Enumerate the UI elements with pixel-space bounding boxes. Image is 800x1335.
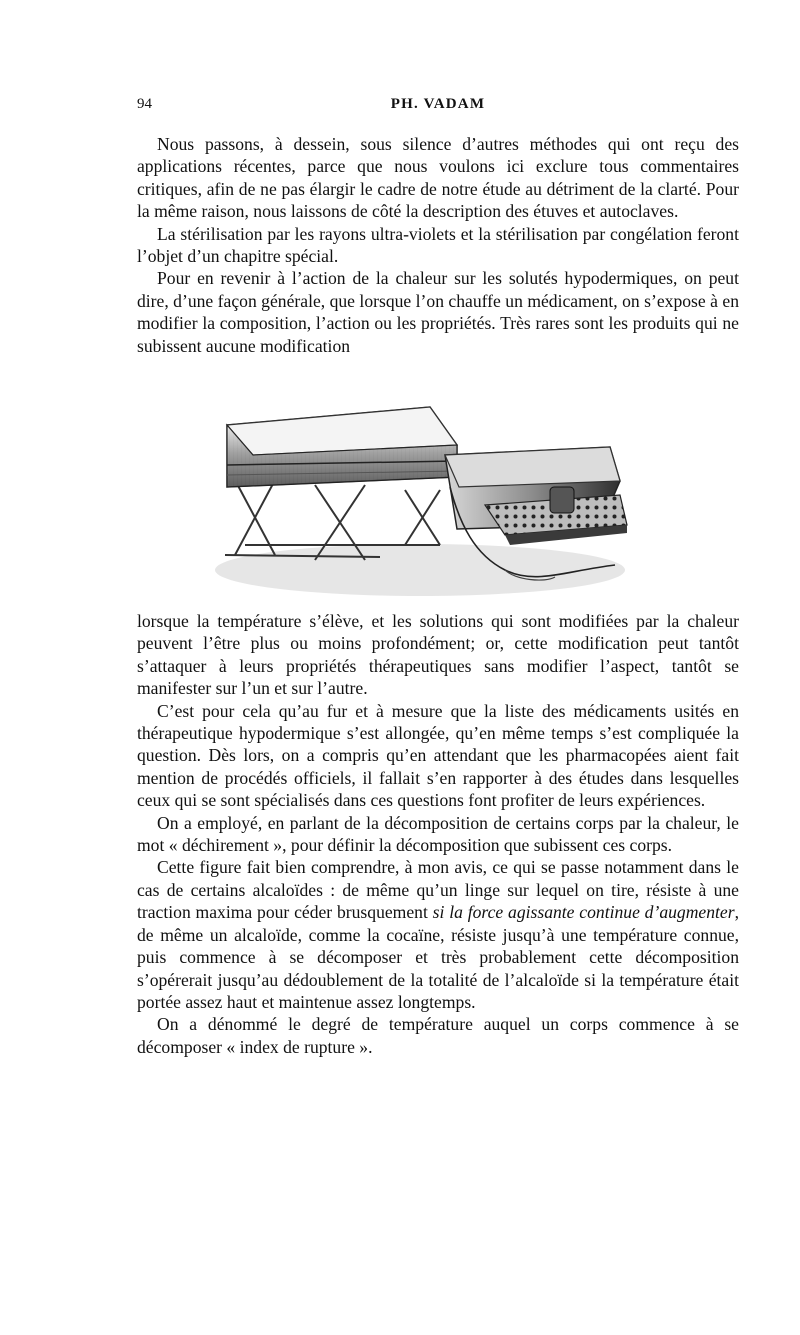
paragraph-with-italic xyxy=(137,856,739,1013)
sterilizer-trays-icon xyxy=(205,395,635,610)
italic-phrase: si la force agissante continue d’augmenter xyxy=(432,902,735,923)
page-number: 94 xyxy=(137,96,152,112)
paragraph: La stérilisation par les rayons ultra-violets et la stérilisation par congélation feront l’objet d’un chapitre spécial. xyxy=(137,223,739,267)
paragraph: Nous passons, à dessein, sous silence d’autres méthodes qui ont reçu des applications récentes, parce que nous voulons ici exclure tous commentaires critiques, afin de ne pas élargir le cadre de notre étude au détriment de la clarté. Pour la même raison, nous laissons de côté la description des étuves et autoclaves. xyxy=(137,134,739,222)
paragraph: On a dénommé le degré de température auquel un corps commence à se décomposer « index de rupture ». xyxy=(137,1014,739,1057)
text-span: Cette figure fait bien comprendre, à mon avis, ce qui se passe notamment dans le cas de certains alcaloïdes : de même qu’un linge sur lequel on tire, résiste à une traction maxima pour céder brusquement xyxy=(137,857,739,923)
page-header xyxy=(137,96,739,118)
text-before-figure xyxy=(137,133,739,357)
paragraph: On a employé, en parlant de la décomposition de certains corps par la chaleur, le mot « déchirement », pour définir la décomposition que subissent ces corps. xyxy=(137,812,739,856)
paragraph-continuation: lorsque la température s’élève, et les solutions qui sont modifiées par la chaleur peuvent l’être plus ou moins profondément; or, cette modification peut tantôt s’attaquer à leurs propriétés thérapeutiques sans modifier l’aspect, tantôt se manifester sur l’un et sur l’autre. xyxy=(137,611,739,699)
text-span: , de même un alcaloïde, comme la cocaïne, résiste jusqu’à une température connue, puis commence à se décomposer et très probablement cette décomposition s’opérerait jusqu’au dédoublement de la totalité de l’alcaloïde si la température était portée assez haut et maintenue assez longtemps. xyxy=(137,902,739,1012)
paragraph: C’est pour cela qu’au fur et à mesure que la liste des médicaments usités en thérapeutique hypodermique s’est allongée, qu’en même temps s’est compliquée la question. Dès lors, on a compris qu’en attendant que les pharmacopées aient fait mention de procédés officiels, il fallait s’en rapporter à des études dans lesquelles ceux qui se sont spécialisés dans ces questions font profiter de leurs expériences. xyxy=(137,700,739,811)
paragraph: Pour en revenir à l’action de la chaleur sur les solutés hypodermiques, on peut dire, d’une façon générale, que lorsque l’on chauffe un médicament, on s’expose à en modifier la composition, l’action ou les propriétés. Très rares sont les produits qui ne subissent aucune modification xyxy=(137,268,739,356)
text-after-figure xyxy=(137,610,739,1058)
running-title: PH. VADAM xyxy=(390,96,486,112)
sterilizer-illustration xyxy=(205,395,635,610)
